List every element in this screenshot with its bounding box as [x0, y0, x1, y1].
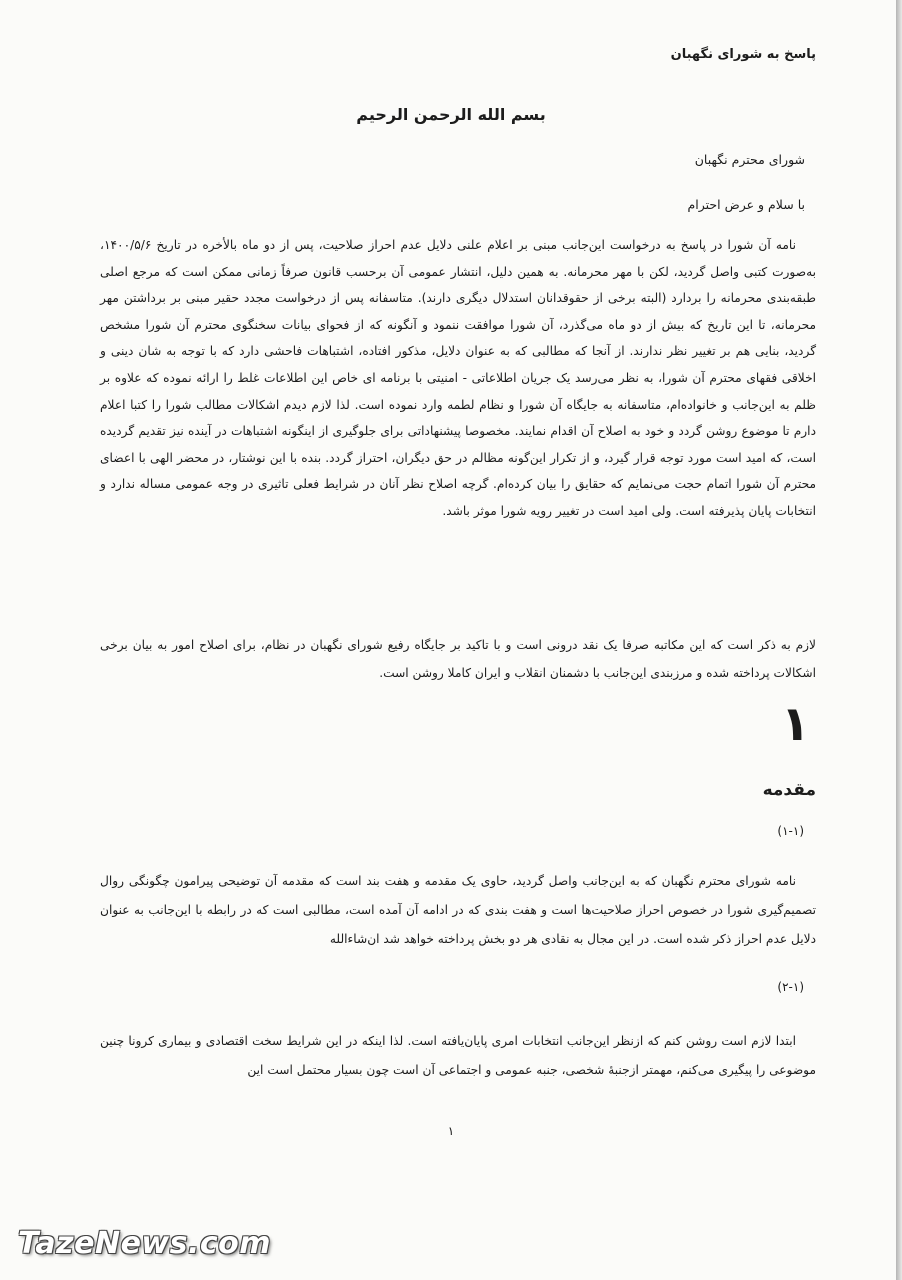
header-label: پاسخ به شورای نگهبان: [670, 47, 816, 62]
section-title: مقدمه: [762, 780, 816, 800]
subsection-label-2: (۲-۱): [777, 980, 804, 994]
basmala-heading: بسم الله الرحمن الرحیم: [356, 105, 546, 124]
body-paragraph-2: لازم به ذکر است که این مکاتبه صرفا یک نقد درونی است و با تاکید بر جایگاه رفیع شورای نگهبان در نظام، برای اصلاح امور به بیان برخی اشکالات پرداخته شده و مرزبندی این‌جانب با دشمنان انقلاب و ایران کاملا روشن است.: [100, 638, 816, 680]
body-paragraph-1: نامه آن شورا در پاسخ به درخواست این‌جانب مبنی بر اعلام علنی دلایل عدم احراز صلاحیت، پس از دو ماه بالأخره در تاریخ ۱۴۰۰/۵/۶، به‌صورت کتبی واصل گردید، لکن با مهر محرمانه. به همین دلیل، انتشار عمومی آن برحسب قانون صرفاً زمانی ممکن است که مرجع اصلی طبقه‌بندی محرمانه را بردارد (البته برخی از حقوقدانان استدلال دیگری دارند). متاسفانه پس از درخواست مجدد حقیر مبنی بر برداشتن مهر محرمانه، تا این تاریخ که بیش از دو ماه می‌گذرد، آن شورا موافقت ننمود و آنگونه که از فحوای بیانات سخنگوی محترم آن شورا مشخص گردید، بنایی هم بر تغییر نظر ندارند. از آنجا که مطالبی که به عنوان دلایل، مذکور افتاده، اشتباهات فاحشی دارد که با توجه به شان دینی و اخلاقی فقهای محترم آن شورا، به نظر می‌رسد یک جریان اطلاعاتی - امنیتی با برنامه ای خاص این اطلاعات غلط را ارائه نموده که علاوه بر ظلم به این‌جانب و خانواده‌ام، متاسفانه به جایگاه آن شورا و نظام لطمه وارد نموده است. لذا لازم دیدم اشکالات مطالب شورا را کتبا اعلام دارم تا موضوع روشن گردد و خود به اصلاح آن اقدام نمایند. مخصوصا پیشنهاداتی برای جلوگیری از اینگونه اشتباهات در آینده نیز تقدیم گردیده است، که امید است مورد توجه قرار گیرد، و از تکرار این‌گونه مظالم در حق دیگران، احتراز گردد. بنده با این نوشتار، در محضر الهی با اعضای محترم آن شورا اتمام حجت می‌نمایم که حقایق را بیان کرده‌ام. گرچه اصلاح نظر آنان در شرایط فعلی تاثیری در وجه عمومی مساله ندارد و انتخابات پایان پذیرفته است. ولی امید است در تغییر رویه شورا موثر باشد.: [100, 238, 816, 518]
site-watermark: TazeNews.com: [18, 1226, 272, 1261]
page-edge-right: [896, 0, 902, 1280]
subsection-paragraph-2: ابتدا لازم است روشن کنم که ازنظر این‌جانب انتخابات امری پایان‌یافته است. لذا اینکه در این شرایط سخت اقتصادی و بیماری کرونا چنین موضوعی را پیگیری می‌کنم، مهمتر ازجنبهٔ شخصی، جنبه عمومی و اجتماعی آن است چون بسیار محتمل است این: [100, 1034, 816, 1077]
subsection-label-1: (۱-۱): [777, 824, 804, 838]
page-number: ۱: [447, 1124, 455, 1138]
section-number: ۱: [780, 696, 810, 752]
addressee-line: شورای محترم نگهبان: [694, 152, 805, 167]
subsection-paragraph-1: نامه شورای محترم نگهبان که به این‌جانب واصل گردید، حاوی یک مقدمه و هفت بند است که مقدمه آن توضیحی پیرامون چگونگی روال تصمیم‌گیری شورا در خصوص احراز صلاحیت‌ها است و هفت بندی که در ادامه آن آمده است، مطالبی است که در رابطه با این‌جانب به عنوان دلایل عدم احراز ذکر شده است. در این مجال به نقادی هر دو بخش پرداخته خواهد شد ان‌شاءالله: [100, 874, 816, 946]
greeting-line: با سلام و عرض احترام: [687, 197, 805, 212]
